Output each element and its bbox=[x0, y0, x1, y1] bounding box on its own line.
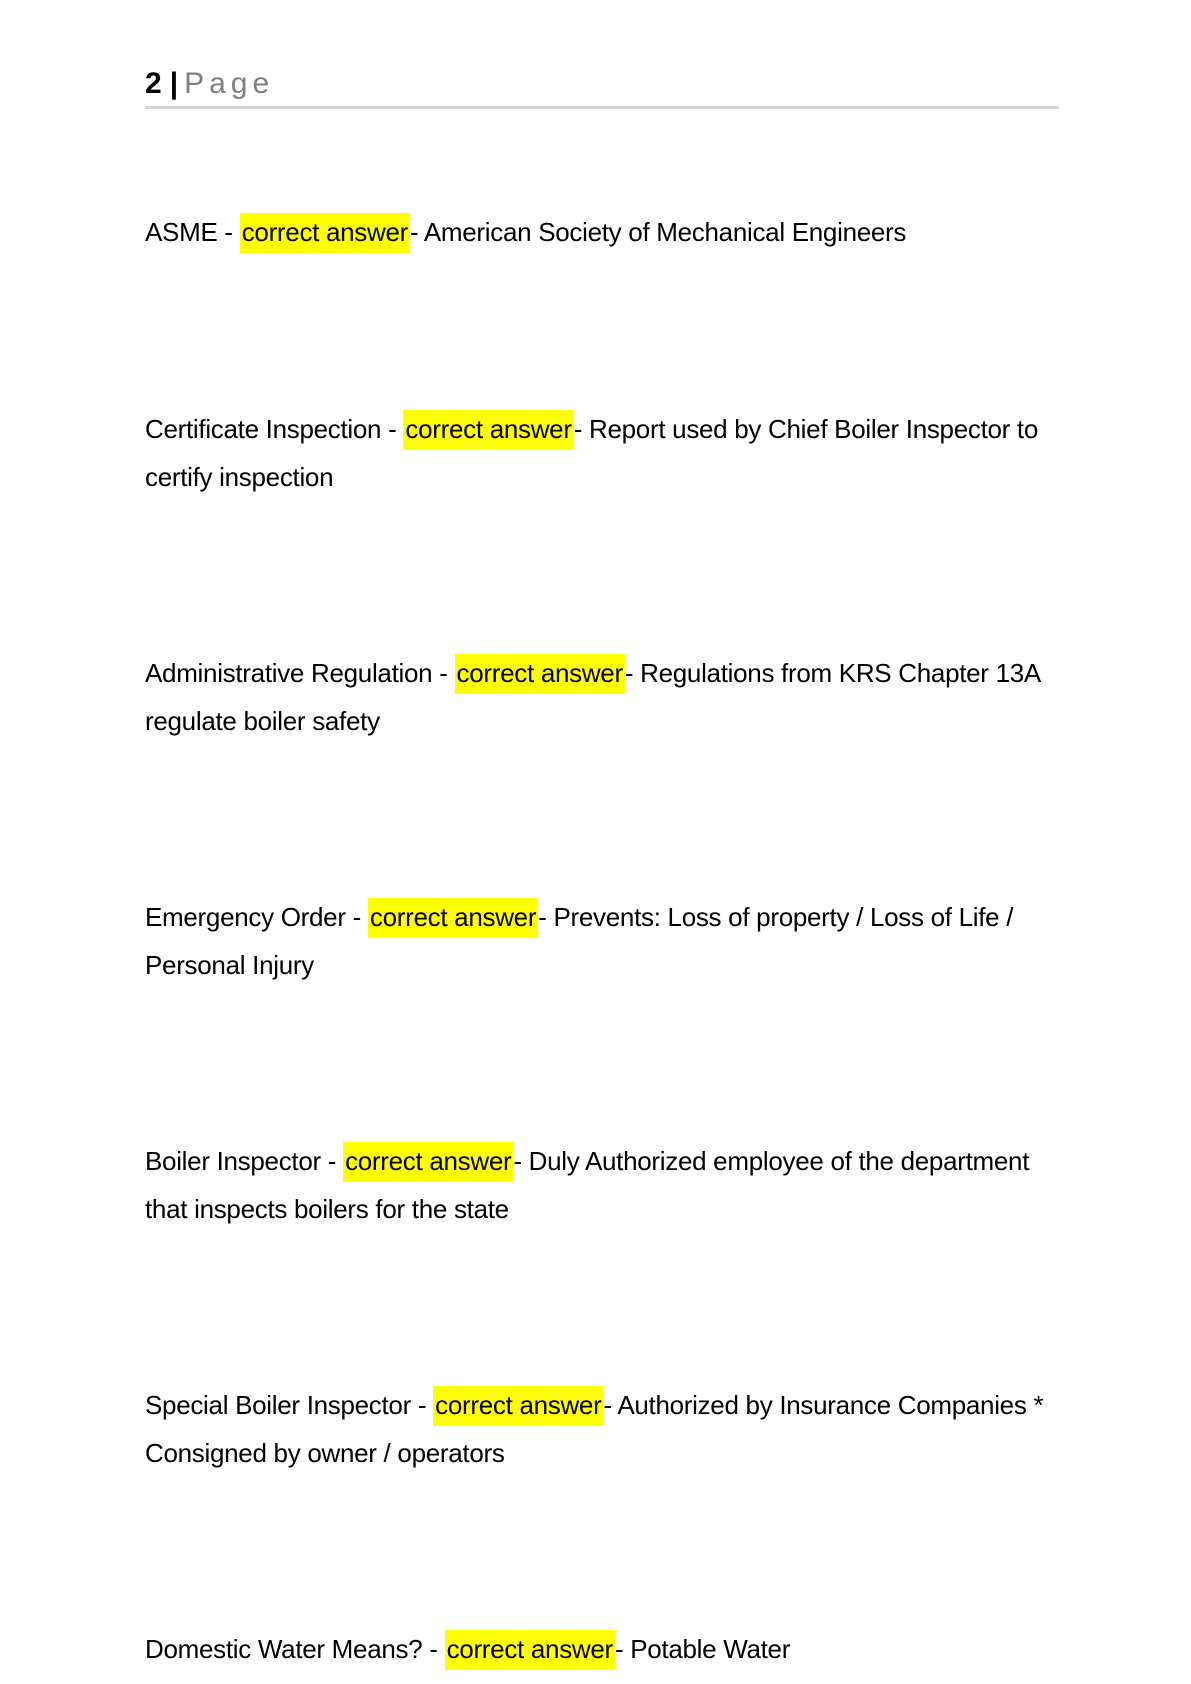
page-header bbox=[145, 66, 1059, 109]
flashcard-item bbox=[145, 208, 1065, 256]
page-number: 2 bbox=[145, 67, 162, 100]
flashcard-item bbox=[145, 405, 1065, 501]
answer-highlight: correct answer bbox=[403, 410, 573, 450]
flashcard-term: Certificate Inspection - bbox=[145, 414, 404, 444]
flashcard-term: Domestic Water Means? - bbox=[145, 1634, 445, 1664]
flashcard-definition: - Prevents: Loss of property / Loss of Life / Personal Injury bbox=[145, 902, 1014, 980]
answer-highlight: correct answer bbox=[240, 213, 410, 253]
flashcard-item bbox=[145, 649, 1065, 745]
flashcard-definition: - Duly Authorized employee of the department that inspects boilers for the state bbox=[145, 1146, 1030, 1224]
flashcard-term: Emergency Order - bbox=[145, 902, 368, 932]
page-separator: | bbox=[169, 67, 179, 100]
flashcard-definition: - American Society of Mechanical Engineers bbox=[410, 217, 907, 247]
answer-highlight: correct answer bbox=[343, 1142, 513, 1182]
answer-highlight: correct answer bbox=[455, 654, 625, 694]
flashcard-term: Special Boiler Inspector - bbox=[145, 1390, 434, 1420]
answer-highlight: correct answer bbox=[433, 1386, 603, 1426]
flashcard-definition: - Regulations from KRS Chapter 13A regulate boiler safety bbox=[145, 658, 1040, 736]
answer-highlight: correct answer bbox=[368, 898, 538, 938]
flashcard-term: Boiler Inspector - bbox=[145, 1146, 344, 1176]
answer-highlight: correct answer bbox=[445, 1630, 615, 1670]
page-label: Page bbox=[184, 67, 275, 100]
flashcard-item bbox=[145, 1137, 1065, 1233]
flashcard-item bbox=[145, 1381, 1065, 1477]
flashcard-item bbox=[145, 893, 1065, 989]
flashcard-definition: - Report used by Chief Boiler Inspector to certify inspection bbox=[145, 414, 1039, 492]
flashcard-item bbox=[145, 1625, 1065, 1673]
flashcard-definition: - Potable Water bbox=[614, 1634, 791, 1664]
flashcard-definition: - Authorized by Insurance Companies * Consigned by owner / operators bbox=[145, 1390, 1044, 1468]
flashcard-term: ASME - bbox=[145, 217, 240, 247]
flashcard-term: Administrative Regulation - bbox=[145, 658, 455, 688]
